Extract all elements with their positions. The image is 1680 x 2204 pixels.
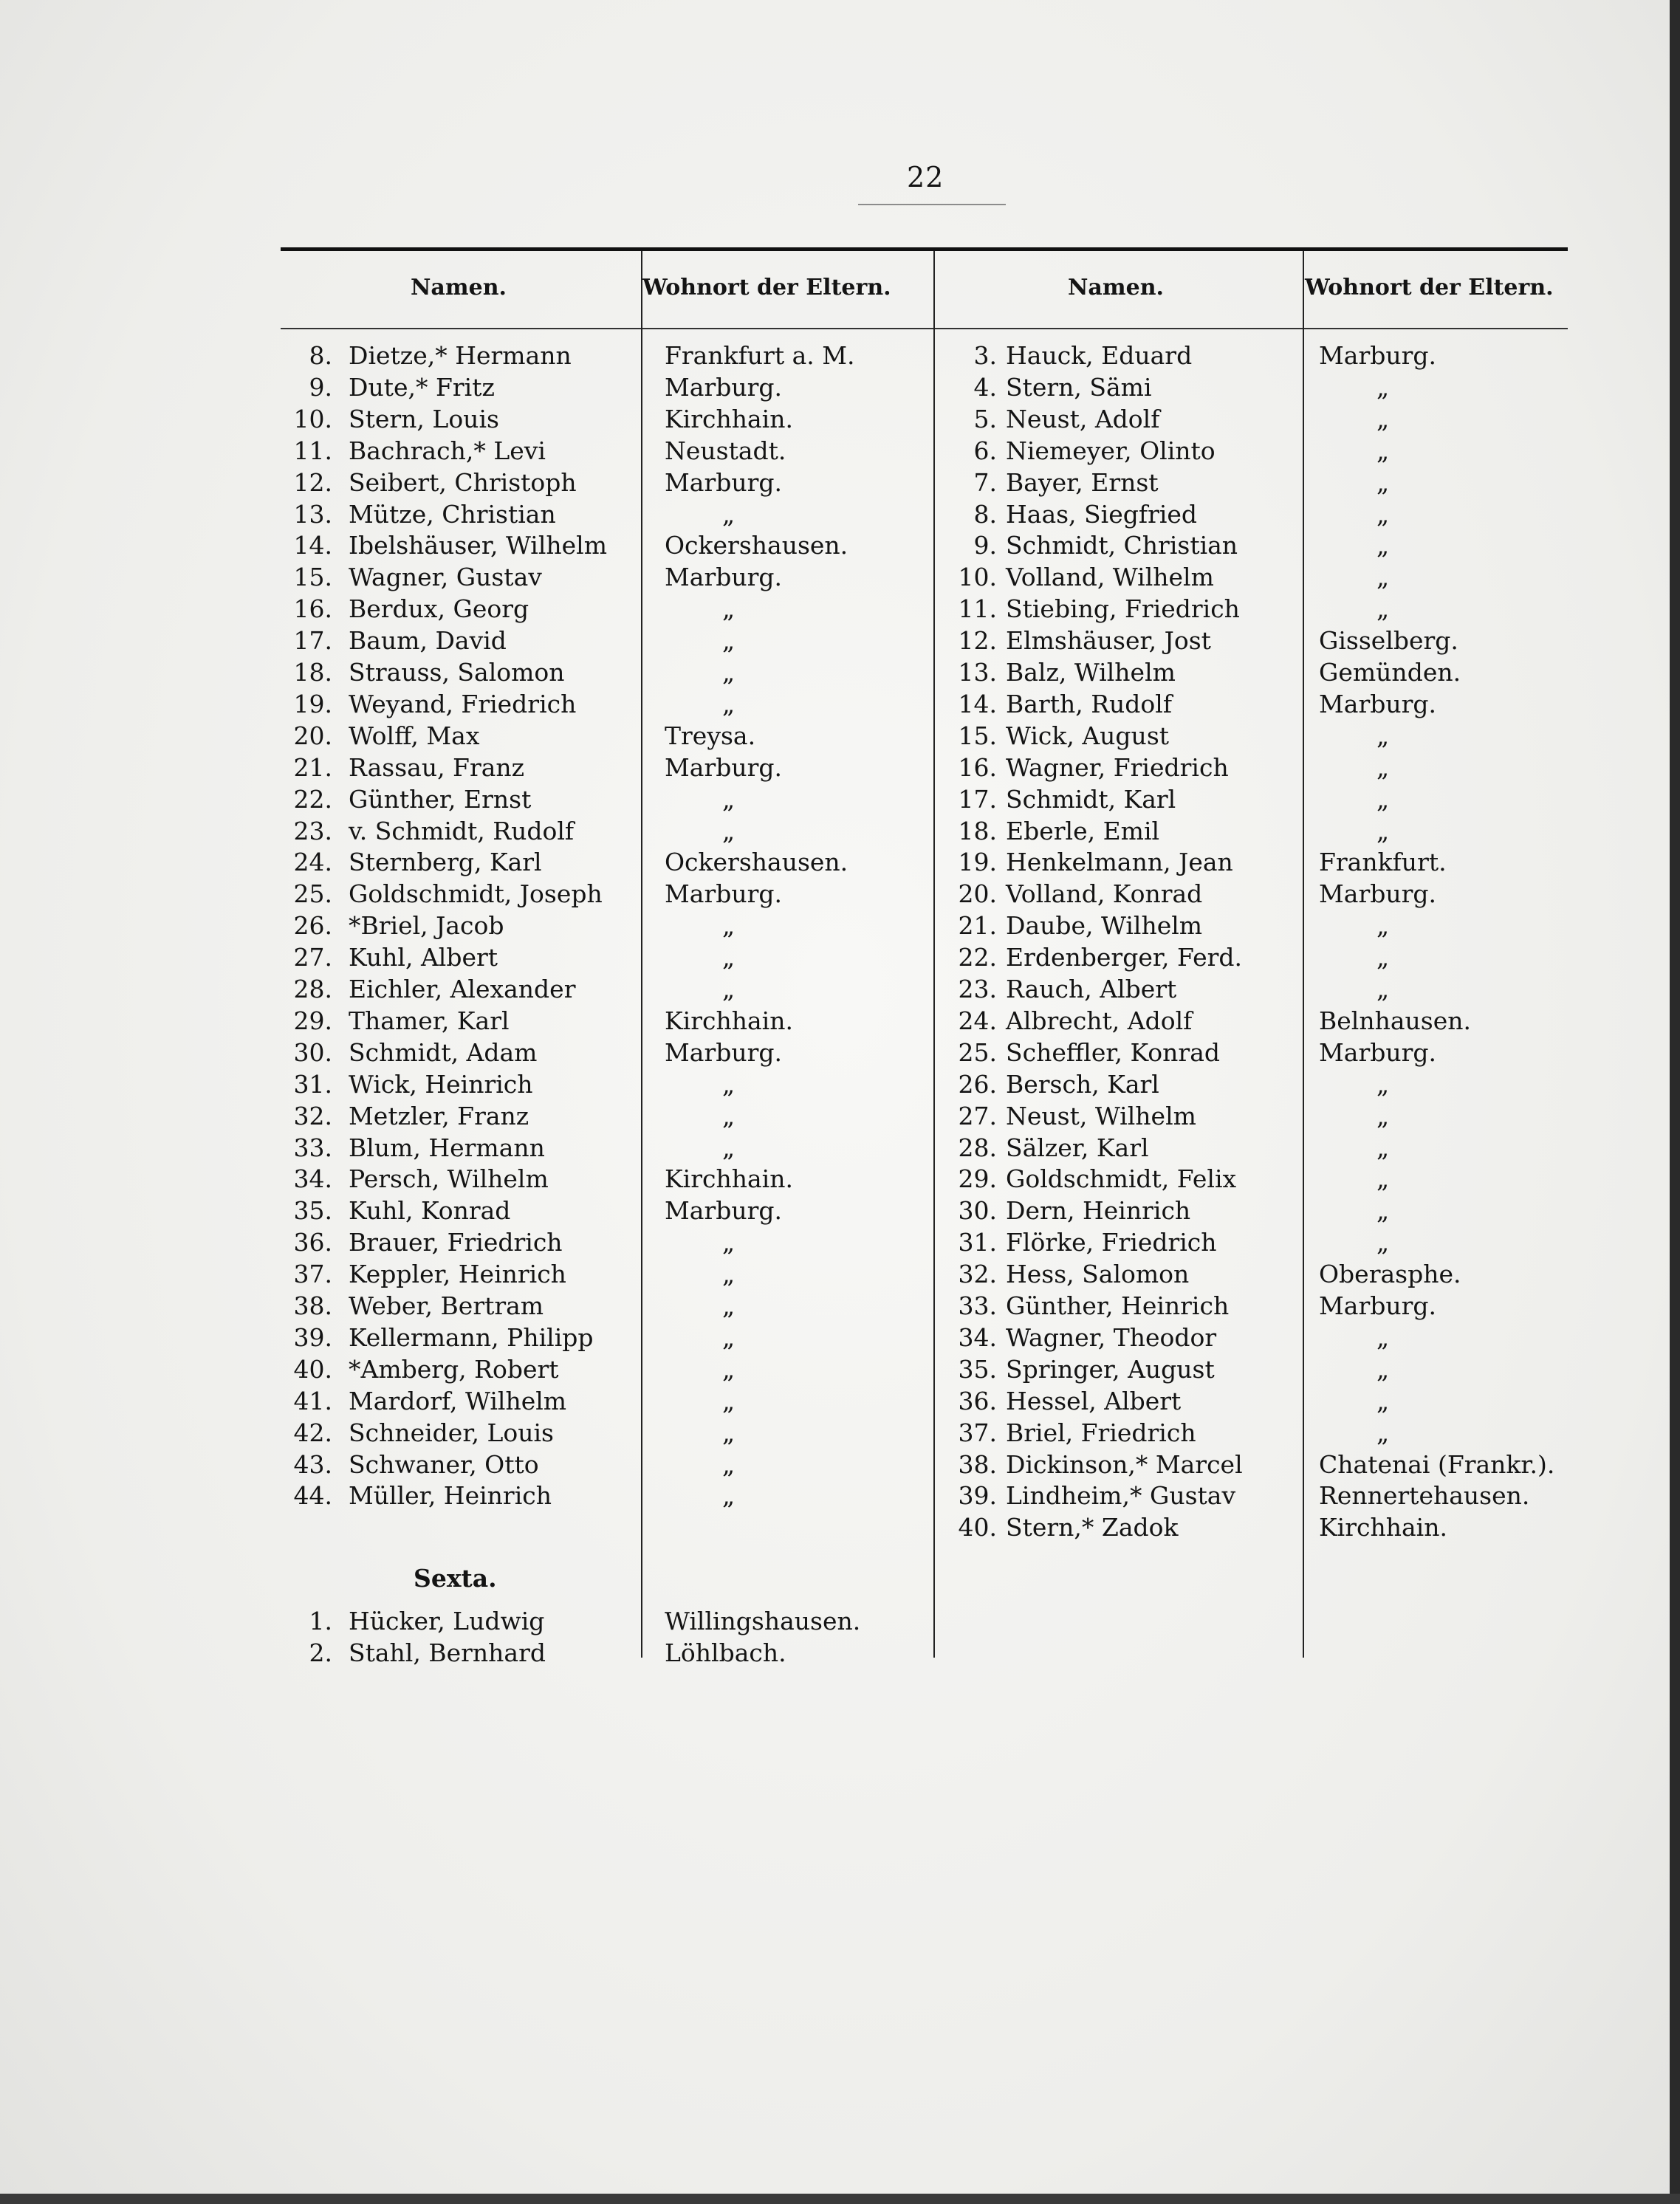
row-number: 38. (958, 1449, 997, 1479)
parents-residence: Kirchhain. (665, 1006, 793, 1035)
row-number: 11. (958, 594, 997, 624)
ditto-mark: „ (1376, 943, 1390, 972)
ditto-mark: „ (1376, 911, 1390, 941)
student-name: Kuhl, Konrad (349, 1196, 511, 1226)
row-number: 16. (293, 594, 332, 624)
row-number: 31. (958, 1228, 997, 1257)
parents-residence: Oberasphe. (1319, 1260, 1461, 1289)
student-name: Henkelmann, Jean (1006, 848, 1233, 877)
parents-residence: Ockershausen. (665, 848, 848, 877)
row-number: 37. (958, 1418, 997, 1447)
ditto-mark: „ (1376, 563, 1390, 592)
student-name: Balz, Wilhelm (1006, 658, 1176, 687)
row-number: 40. (293, 1354, 332, 1384)
student-name: Persch, Wilhelm (349, 1164, 549, 1194)
ditto-mark: „ (722, 1133, 736, 1162)
row-number: 11. (293, 436, 332, 465)
row-number: 2. (309, 1638, 332, 1667)
row-number: 36. (958, 1386, 997, 1415)
student-name: Eberle, Emil (1006, 816, 1160, 845)
row-number: 30. (958, 1196, 997, 1226)
ditto-mark: „ (722, 943, 736, 972)
student-name: Scheffler, Konrad (1006, 1037, 1220, 1067)
student-name: Keppler, Heinrich (349, 1260, 566, 1289)
student-name: Bachrach,* Levi (349, 436, 546, 465)
header-left-name: Namen. (411, 275, 507, 301)
column-divider-3 (1303, 251, 1304, 1658)
student-name: Müller, Heinrich (349, 1481, 552, 1511)
student-name: Hücker, Ludwig (349, 1607, 545, 1635)
ditto-mark: „ (1376, 752, 1390, 782)
row-number: 28. (293, 975, 332, 1003)
sexta-heading: Sexta. (414, 1564, 497, 1593)
row-number: 33. (293, 1133, 332, 1162)
row-number: 31. (293, 1069, 332, 1099)
row-number: 16. (958, 752, 997, 782)
header-right-place: Wohnort der Eltern. (1305, 275, 1554, 301)
row-number: 26. (958, 1069, 997, 1099)
student-name: Haas, Siegfried (1006, 499, 1198, 529)
parents-residence: Marburg. (665, 372, 783, 402)
row-number: 42. (293, 1418, 332, 1447)
ditto-mark: „ (722, 1260, 736, 1289)
ditto-mark: „ (1376, 1354, 1390, 1384)
row-number: 43. (293, 1449, 332, 1479)
student-name: Rassau, Franz (349, 752, 525, 782)
student-name: Stern, Louis (349, 404, 499, 433)
ditto-mark: „ (1376, 816, 1390, 845)
student-name: Mardorf, Wilhelm (349, 1386, 567, 1415)
row-number: 13. (958, 658, 997, 687)
ditto-mark: „ (1376, 1196, 1390, 1226)
column-divider-2 (933, 251, 935, 1658)
ditto-mark: „ (1376, 784, 1390, 814)
row-number: 27. (293, 943, 332, 972)
row-number: 13. (293, 499, 332, 529)
row-number: 7. (973, 467, 997, 497)
ditto-mark: „ (722, 1069, 736, 1099)
parents-residence: Marburg. (1319, 689, 1437, 718)
student-name: Berdux, Georg (349, 594, 529, 624)
ditto-mark: „ (1376, 1228, 1390, 1257)
ditto-mark: „ (722, 1386, 736, 1415)
row-number: 12. (293, 467, 332, 497)
ditto-mark: „ (1376, 436, 1390, 465)
ditto-mark: „ (722, 1418, 736, 1447)
ditto-mark: „ (722, 658, 736, 687)
parents-residence: Kirchhain. (1319, 1513, 1447, 1542)
student-name: Briel, Friedrich (1006, 1418, 1196, 1447)
ditto-mark: „ (1376, 1101, 1390, 1130)
row-number: 39. (293, 1322, 332, 1352)
ditto-mark: „ (722, 911, 736, 941)
row-number: 1. (309, 1607, 332, 1635)
student-name: Bersch, Karl (1006, 1069, 1159, 1099)
ditto-mark: „ (1376, 1418, 1390, 1447)
ditto-mark: „ (722, 1228, 736, 1257)
row-number: 24. (293, 848, 332, 877)
student-name: Elmshäuser, Jost (1006, 626, 1211, 656)
row-number: 34. (958, 1322, 997, 1352)
row-number: 30. (293, 1037, 332, 1067)
student-name: Albrecht, Adolf (1006, 1006, 1193, 1035)
header-left-place: Wohnort der Eltern. (642, 275, 891, 301)
parents-residence: Ockershausen. (665, 531, 848, 560)
student-name: Wick, August (1006, 721, 1170, 750)
row-number: 25. (958, 1037, 997, 1067)
student-name: Dute,* Fritz (349, 372, 495, 402)
row-number: 22. (958, 943, 997, 972)
parents-residence: Marburg. (1319, 1291, 1437, 1320)
ditto-mark: „ (722, 975, 736, 1003)
ditto-mark: „ (1376, 1133, 1390, 1162)
parents-residence: Marburg. (1319, 879, 1437, 909)
parents-residence: Kirchhain. (665, 404, 793, 433)
student-name: Volland, Konrad (1006, 879, 1203, 909)
student-name: Hessel, Albert (1006, 1386, 1182, 1415)
student-name: Stiebing, Friedrich (1006, 594, 1240, 624)
row-number: 17. (293, 626, 332, 656)
student-name: Baum, David (349, 626, 507, 656)
row-number: 35. (958, 1354, 997, 1384)
student-name: Daube, Wilhelm (1006, 911, 1203, 941)
student-name: Goldschmidt, Felix (1006, 1164, 1237, 1194)
row-number: 20. (958, 879, 997, 909)
parents-residence: Willingshausen. (665, 1607, 861, 1635)
ditto-mark: „ (722, 816, 736, 845)
student-name: Wick, Heinrich (349, 1069, 533, 1099)
parents-residence: Marburg. (665, 1196, 783, 1226)
row-number: 23. (293, 816, 332, 845)
student-name: Niemeyer, Olinto (1006, 436, 1216, 465)
scan-edge-bottom (0, 2194, 1680, 2204)
parents-residence: Treysa. (665, 721, 756, 750)
parents-residence: Gisselberg. (1319, 626, 1458, 656)
row-number: 22. (293, 784, 332, 814)
ditto-mark: „ (722, 784, 736, 814)
row-number: 33. (958, 1291, 997, 1320)
parents-residence: Marburg. (665, 752, 783, 782)
student-name: Thamer, Karl (349, 1006, 510, 1035)
parents-residence: Rennertehausen. (1319, 1481, 1530, 1511)
student-name: Neust, Adolf (1006, 404, 1160, 433)
row-number: 4. (973, 372, 997, 402)
row-number: 41. (293, 1386, 332, 1415)
student-name: Schmidt, Christian (1006, 531, 1238, 560)
student-name: Blum, Hermann (349, 1133, 545, 1162)
ditto-mark: „ (722, 1101, 736, 1130)
ditto-mark: „ (1376, 594, 1390, 624)
row-number: 14. (958, 689, 997, 718)
student-name: Dickinson,* Marcel (1006, 1449, 1243, 1479)
student-name: Barth, Rudolf (1006, 689, 1173, 718)
student-name: Günther, Heinrich (1006, 1291, 1230, 1320)
student-name: Rauch, Albert (1006, 975, 1177, 1003)
page-number: 22 (907, 161, 944, 193)
ditto-mark: „ (722, 1291, 736, 1320)
row-number: 21. (293, 752, 332, 782)
ditto-mark: „ (1376, 372, 1390, 402)
parents-residence: Chatenai (Frankr.). (1319, 1449, 1555, 1479)
ditto-mark: „ (722, 626, 736, 656)
row-number: 18. (293, 658, 332, 687)
ditto-mark: „ (1376, 975, 1390, 1003)
row-number: 3. (973, 341, 997, 370)
student-name: Goldschmidt, Joseph (349, 879, 603, 909)
ditto-mark: „ (1376, 1322, 1390, 1352)
ditto-mark: „ (1376, 404, 1390, 433)
row-number: 20. (293, 721, 332, 750)
row-number: 10. (293, 404, 332, 433)
student-name: Erdenberger, Ferd. (1006, 943, 1242, 972)
student-name: Bayer, Ernst (1006, 467, 1159, 497)
ditto-mark: „ (722, 499, 736, 529)
parents-residence: Löhlbach. (665, 1638, 786, 1667)
student-name: Mütze, Christian (349, 499, 556, 529)
row-number: 28. (958, 1133, 997, 1162)
student-name: Günther, Ernst (349, 784, 532, 814)
ditto-mark: „ (722, 1322, 736, 1352)
row-number: 19. (958, 848, 997, 877)
student-name: Hess, Salomon (1006, 1260, 1190, 1289)
student-name: Volland, Wilhelm (1006, 563, 1214, 592)
student-name: Wagner, Gustav (349, 563, 542, 592)
row-number: 14. (293, 531, 332, 560)
row-number: 34. (293, 1164, 332, 1194)
row-number: 19. (293, 689, 332, 718)
student-name: Dietze,* Hermann (349, 341, 572, 370)
row-number: 8. (973, 499, 997, 529)
student-name: Sälzer, Karl (1006, 1133, 1149, 1162)
row-number: 39. (958, 1481, 997, 1511)
row-number: 38. (293, 1291, 332, 1320)
row-number: 29. (293, 1006, 332, 1035)
row-number: 18. (958, 816, 997, 845)
row-number: 15. (958, 721, 997, 750)
ditto-mark: „ (1376, 499, 1390, 529)
student-name: Schwaner, Otto (349, 1449, 539, 1479)
student-name: Kellermann, Philipp (349, 1322, 594, 1352)
student-name: Hauck, Eduard (1006, 341, 1193, 370)
table-top-rule (281, 247, 1568, 251)
student-name: Eichler, Alexander (349, 975, 576, 1003)
student-name: Ibelshäuser, Wilhelm (349, 531, 608, 560)
ditto-mark: „ (722, 1481, 736, 1511)
ditto-mark: „ (1376, 531, 1390, 560)
parents-residence: Kirchhain. (665, 1164, 793, 1194)
student-name: Dern, Heinrich (1006, 1196, 1191, 1226)
student-name: Stern,* Zadok (1006, 1513, 1179, 1542)
table-header-rule (281, 328, 1568, 329)
student-name: Kuhl, Albert (349, 943, 498, 972)
parents-residence: Marburg. (665, 563, 783, 592)
parents-residence: Gemünden. (1319, 658, 1461, 687)
row-number: 24. (958, 1006, 997, 1035)
row-number: 12. (958, 626, 997, 656)
student-name: Schneider, Louis (349, 1418, 554, 1447)
parents-residence: Marburg. (665, 879, 783, 909)
student-name: Seibert, Christoph (349, 467, 577, 497)
ditto-mark: „ (1376, 721, 1390, 750)
ditto-mark: „ (722, 1354, 736, 1384)
row-number: 35. (293, 1196, 332, 1226)
page-number-rule (858, 204, 1006, 205)
student-name: Strauss, Salomon (349, 658, 565, 687)
parents-residence: Belnhausen. (1319, 1006, 1471, 1035)
row-number: 8. (309, 341, 332, 370)
scan-edge-right (1670, 0, 1680, 2204)
student-name: *Briel, Jacob (349, 911, 504, 941)
student-name: Sternberg, Karl (349, 848, 542, 877)
parents-residence: Frankfurt. (1319, 848, 1447, 877)
student-name: Brauer, Friedrich (349, 1228, 563, 1257)
row-number: 44. (293, 1481, 332, 1511)
ditto-mark: „ (1376, 1069, 1390, 1099)
student-name: *Amberg, Robert (349, 1354, 559, 1384)
ditto-mark: „ (722, 689, 736, 718)
row-number: 6. (973, 436, 997, 465)
parents-residence: Marburg. (1319, 341, 1437, 370)
student-name: Metzler, Franz (349, 1101, 529, 1130)
parents-residence: Frankfurt a. M. (665, 341, 855, 370)
row-number: 17. (958, 784, 997, 814)
parents-residence: Neustadt. (665, 436, 786, 465)
parents-residence: Marburg. (665, 1037, 783, 1067)
ditto-mark: „ (1376, 467, 1390, 497)
row-number: 29. (958, 1164, 997, 1194)
ditto-mark: „ (1376, 1386, 1390, 1415)
ditto-mark: „ (722, 1449, 736, 1479)
student-name: Flörke, Friedrich (1006, 1228, 1217, 1257)
row-number: 21. (958, 911, 997, 941)
student-name: Wagner, Friedrich (1006, 752, 1229, 782)
row-number: 26. (293, 911, 332, 941)
ditto-mark: „ (1376, 1164, 1390, 1194)
row-number: 25. (293, 879, 332, 909)
row-number: 37. (293, 1260, 332, 1289)
row-number: 9. (309, 372, 332, 402)
row-number: 36. (293, 1228, 332, 1257)
parents-residence: Marburg. (1319, 1037, 1437, 1067)
row-number: 32. (958, 1260, 997, 1289)
row-number: 5. (973, 404, 997, 433)
student-name: Springer, August (1006, 1354, 1215, 1384)
student-name: v. Schmidt, Rudolf (349, 816, 575, 845)
student-name: Schmidt, Karl (1006, 784, 1176, 814)
student-name: Weber, Bertram (349, 1291, 544, 1320)
student-name: Schmidt, Adam (349, 1037, 538, 1067)
student-name: Stern, Sämi (1006, 372, 1152, 402)
column-divider-1 (641, 251, 642, 1658)
student-name: Wagner, Theodor (1006, 1322, 1217, 1352)
header-right-name: Namen. (1068, 275, 1164, 301)
row-number: 9. (973, 531, 997, 560)
row-number: 15. (293, 563, 332, 592)
student-name: Lindheim,* Gustav (1006, 1481, 1236, 1511)
row-number: 10. (958, 563, 997, 592)
student-name: Wolff, Max (349, 721, 480, 750)
student-name: Neust, Wilhelm (1006, 1101, 1196, 1130)
row-number: 32. (293, 1101, 332, 1130)
ditto-mark: „ (722, 594, 736, 624)
row-number: 27. (958, 1101, 997, 1130)
student-name: Weyand, Friedrich (349, 689, 577, 718)
student-name: Stahl, Bernhard (349, 1638, 546, 1667)
row-number: 23. (958, 975, 997, 1003)
row-number: 40. (958, 1513, 997, 1542)
parents-residence: Marburg. (665, 467, 783, 497)
